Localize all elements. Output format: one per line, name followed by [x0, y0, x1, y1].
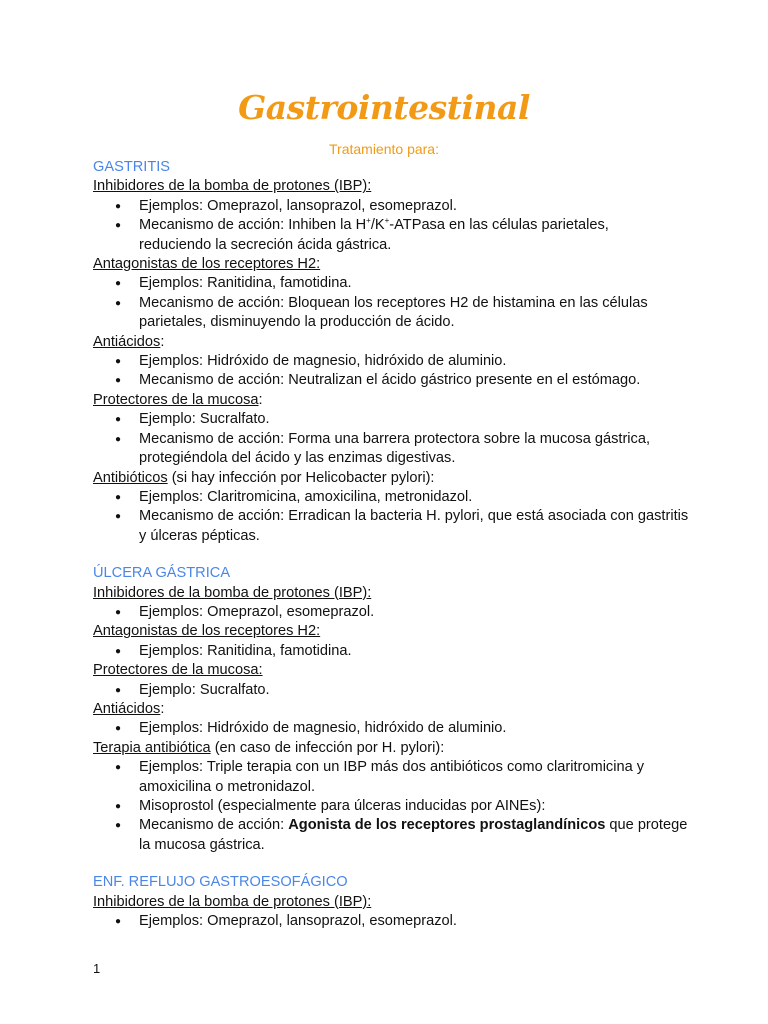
bullet-list	[93, 488, 693, 546]
list-item: ● Mecanismo de acción: Agonista de los receptores prostaglandínicos que protege la mucosa gástrica.	[139, 816, 693, 855]
list-item: ● Mecanismo de acción: Forma una barrera protectora sobre la mucosa gástrica, protegiéndola del ácido y las enzimas digestivas.	[139, 430, 693, 469]
category-label: Terapia antibiótica (en caso de infección por H. pylori):	[93, 739, 445, 756]
category-ibp: Inhibidores de la bomba de protones (IBP):	[93, 584, 372, 601]
list-item: ● Ejemplos: Omeprazol, lansoprazol, esomeprazol.	[139, 912, 693, 931]
list-item: ● Ejemplos: Omeprazol, esomeprazol.	[139, 603, 693, 622]
bullet-list	[93, 758, 693, 855]
page-number: 1	[93, 961, 101, 976]
category-h2: Antagonistas de los receptores H2:	[93, 623, 321, 640]
category-label: Protectores de la mucosa:	[93, 391, 263, 408]
bullet-list	[93, 274, 693, 332]
category-protectores: Protectores de la mucosa:	[93, 662, 263, 679]
list-item: ● Ejemplos: Claritromicina, amoxicilina, metronidazol.	[139, 488, 693, 507]
category-label	[93, 622, 693, 641]
page-title: Gastrointestinal	[238, 88, 530, 127]
category-antiacidos: Antiácidos	[93, 333, 161, 350]
category-label: Antiácidos:	[93, 333, 165, 350]
bullet-list	[93, 410, 693, 468]
bullet-list	[93, 912, 693, 931]
list-item: ● Mecanismo de acción: Bloquean los receptores H2 de histamina en las células parietales, disminuyendo la producción de ácido.	[139, 294, 693, 333]
category-label	[93, 177, 693, 196]
category-terapia: Terapia antibiótica	[93, 739, 211, 756]
list-item: ● Ejemplos: Triple terapia con un IBP más dos antibióticos como claritromicina y amoxicilina o metronidazol.	[139, 758, 693, 797]
bullet-list	[93, 642, 693, 661]
bullet-list	[93, 352, 693, 391]
list-item: ● Ejemplos: Ranitidina, famotidina.	[139, 642, 693, 661]
bullet-list	[93, 719, 693, 738]
category-ibp: Inhibidores de la bomba de protones (IBP):	[93, 178, 372, 195]
list-item: ● Ejemplos: Omeprazol, lansoprazol, esomeprazol.	[139, 197, 693, 216]
category-label	[93, 661, 693, 680]
list-item: ● Mecanismo de acción: Inhiben la H+/K+-ATPasa en las células parietales, reduciendo la secreción ácida gástrica.	[139, 216, 693, 255]
category-label: Antibióticos (si hay infección por Helicobacter pylori):	[93, 469, 435, 486]
list-item: ● Mecanismo de acción: Neutralizan el ácido gástrico presente en el estómago.	[139, 371, 693, 390]
page-subtitle: Tratamiento para:	[329, 141, 439, 157]
section-heading-erge: ENF. REFLUJO GASTROESOFÁGICO	[93, 874, 348, 891]
document-body	[93, 158, 693, 931]
category-label	[93, 893, 693, 912]
bullet-list	[93, 603, 693, 622]
list-item: ● Misoprostol (especialmente para úlceras inducidas por AINEs):	[139, 797, 693, 816]
list-item: ● Ejemplos: Ranitidina, famotidina.	[139, 274, 693, 293]
bullet-list	[93, 197, 693, 255]
bullet-list	[93, 681, 693, 700]
section-heading-ulcera: ÚLCERA GÁSTRICA	[93, 565, 231, 582]
section-heading-gastritis: GASTRITIS	[93, 159, 171, 175]
category-label	[93, 584, 693, 603]
list-item: ● Mecanismo de acción: Erradican la bacteria H. pylori, que está asociada con gastritis y úlceras pépticas.	[139, 507, 693, 546]
category-h2: Antagonistas de los receptores H2:	[93, 256, 321, 273]
list-item: ● Ejemplo: Sucralfato.	[139, 681, 693, 700]
category-ibp: Inhibidores de la bomba de protones (IBP):	[93, 893, 372, 910]
category-label	[93, 255, 693, 274]
category-antibioticos: Antibióticos	[93, 469, 168, 486]
category-antiacidos: Antiácidos	[93, 700, 161, 717]
list-item: ● Ejemplo: Sucralfato.	[139, 410, 693, 429]
list-item: ● Ejemplos: Hidróxido de magnesio, hidróxido de aluminio.	[139, 352, 693, 371]
list-item: ● Ejemplos: Hidróxido de magnesio, hidróxido de aluminio.	[139, 719, 693, 738]
category-label: Antiácidos:	[93, 700, 165, 717]
category-protectores: Protectores de la mucosa	[93, 391, 259, 408]
